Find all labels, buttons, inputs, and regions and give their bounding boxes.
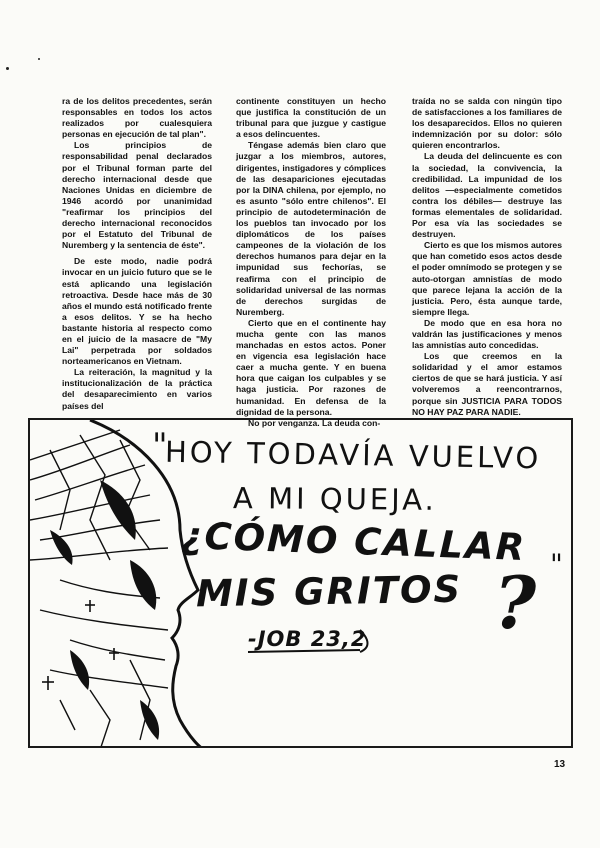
scan-speck — [6, 67, 9, 70]
quote-line-3: ¿CÓMO CALLAR — [180, 513, 527, 570]
page-number: 13 — [554, 759, 566, 770]
paragraph: La deuda del delincuente es con la sociedad, la convivencia, la credibilidad. La impunidad de los delitos —especialmente cometidos contra los débiles— destruye las formas elementales de solidaridad. Por esa vía las sociedades se destruyen. — [412, 151, 562, 240]
paragraph: traída no se salda con ningún tipo de satisfacciones a los familiares de los desaparecidos. Ellos no quieren indemnización por su dolor: sólo quieren encontrarlos. — [412, 96, 562, 151]
paragraph: De este modo, nadie podrá invocar en un juicio futuro que se le está aplicando una legislación retroactiva. Desde hace más de 30 años el mundo está notificado frente a esos delitos. Y se ha hecho bastante historia al respecto como en el juicio de la masacre de "My Lai" perpetrada por soldados norteamericanos en Vietnam. — [62, 256, 212, 367]
article-column-1 — [62, 96, 212, 412]
illustration-frame — [28, 418, 573, 748]
paragraph: Cierto que en el continente hay mucha gente con las manos manchadas en estos actos. Poner en vigencia esa legislación hace caer a mucha gente. Y en buena hora que caigan los culpables y se haga justicia. Por razones de humanidad. En defensa de la dignidad de la persona. — [236, 317, 386, 417]
article-column-3 — [412, 96, 562, 418]
quote-line-2: A MI QUEJA. — [232, 481, 437, 517]
opening-quote-mark: " — [152, 426, 168, 466]
paragraph: Los que creemos en la solidaridad y el amor estamos ciertos de que se hará justicia. Y así volveremos a reencontrarnos, porque sin JUSTICIA PARA TODOS NO HAY PAZ PARA NADIE. — [412, 351, 562, 417]
paragraph: Los principios de responsabilidad penal declarados por el Tribunal forman parte del derecho internacional desde que Naciones Unidas en diciembre de 1946 acordó por unanimidad "reafirmar los principios del derecho internacional reconocidos por el Estatuto del Tribunal de Nuremberg y la sentencia de éste". — [62, 140, 212, 251]
bible-citation: -JOB 23,2 — [248, 627, 367, 651]
closing-quote-mark: " — [550, 548, 563, 581]
scan-speck — [38, 58, 40, 60]
paragraph: La reiteración, la magnitud y la institucionalización de la práctica del desaparecimiento en varios países del — [62, 367, 212, 411]
paragraph: No por venganza. La deuda con- — [248, 417, 381, 428]
article-column-2 — [236, 96, 386, 429]
paragraph: Cierto es que los mismos autores que han cometido esos actos desde el poder omnímodo se protegen y se auto-otorgan amnistías de modo que parece lejana la acción de la justicia. Pero, ésta aunque tarde, siempre llega. — [412, 240, 562, 317]
paragraph: ra de los delitos precedentes, serán responsables en todos los actos realizados por cualesquiera personas en ejecución de tal plan". — [62, 96, 212, 140]
paragraph: continente constituyen un hecho que justifica la constitución de un tribunal para que juzgue y castigue a esos delincuentes. — [236, 96, 386, 140]
paragraph: Téngase además bien claro que juzgar a los miembros, autores, dirigentes, instigadores y cómplices de las desapariciones ejecutadas por la DINA chilena, por ejemplo, no es asunto "sólo entre chilenos". El principio de autodeterminación de los pueblos tan invocado por los diplomáticos de los países campeones de la violación de los derechos humanos para dejar en la impunidad sus fechorías, se reafirma con el principio de solidaridad universal de las normas de derechos surgidas de Nuremberg. — [236, 140, 386, 317]
paragraph: De modo que en esa hora no valdrán las justificaciones y menos las amnistías auto concedidas. — [412, 317, 562, 351]
question-mark: ? — [494, 560, 537, 645]
quote-line-1: HOY TODAVÍA VUELVO — [164, 434, 542, 476]
quote-line-4: MIS GRITOS — [195, 567, 463, 616]
